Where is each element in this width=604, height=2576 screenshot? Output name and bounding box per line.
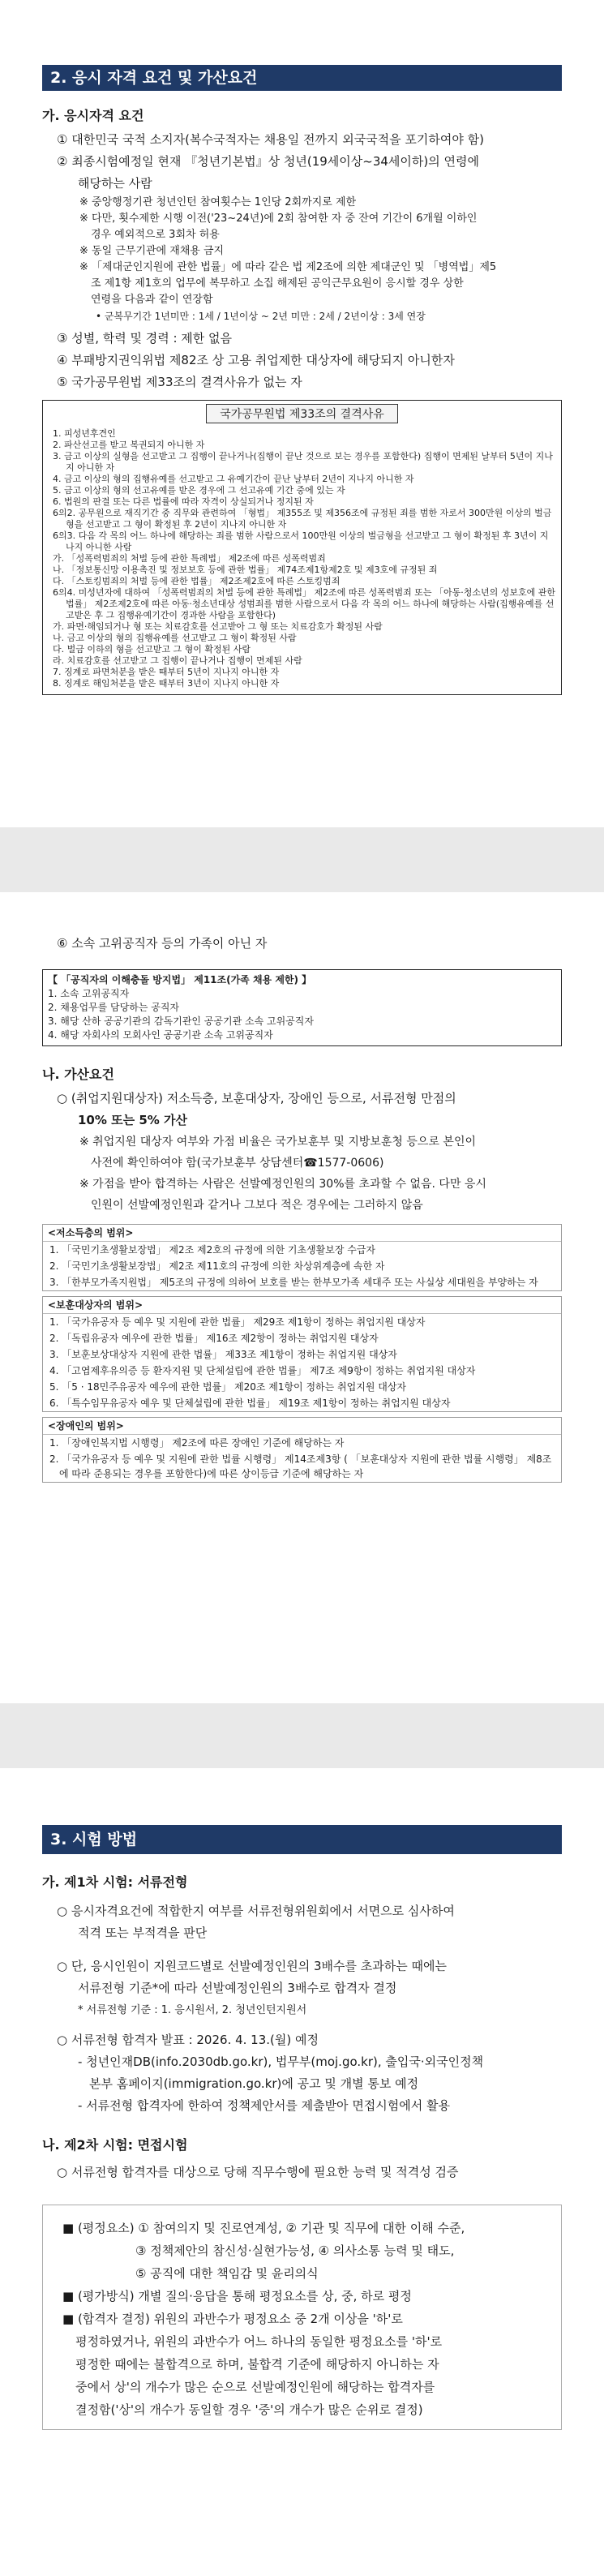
ref-row: 1. 「국가유공자 등 예우 및 지원에 관한 법률」 제29조 제1항이 정하는 취업지원 대상자 — [49, 1316, 426, 1328]
note-4-detail: • 군복무기간 1년미만 : 1세 / 1년이상 ~ 2년 미만 : 2세 / 2년이상 : 3세 연장 — [96, 311, 426, 322]
disqualification-row: 8. 징계로 해임처분을 받은 때부터 3년이 지나지 아니한 자 — [53, 678, 280, 689]
subsection-a-heading: 가. 응시자격 요건 — [42, 108, 144, 123]
veteran-heading: <보훈대상자의 범위> — [43, 1297, 561, 1314]
family-box-title: 【 「공직자의 이해충돌 방지법」 제11조(가족 채용 제한) 】 — [48, 974, 312, 985]
exam-1-line: ○ 단, 응시인원이 지원코드별로 선발예정인원의 3배수를 초과하는 때에는 — [57, 1959, 447, 1973]
low-income-heading: <저소득층의 범위> — [43, 1225, 561, 1242]
ref-row: 1. 「국민기초생활보장법」 제2조 제2호의 규정에 의한 기초생활보장 수급자 — [49, 1244, 375, 1256]
disqualification-row: 가. 「성폭력범죄의 처벌 등에 관한 특례법」 제2조에 따른 성폭력범죄 — [53, 553, 326, 564]
ref-row: 2. 「국가유공자 등 예우 및 지원에 관한 법률 시행령」 제14조제3항 ( 「보훈대상자 지원에 관한 법률 시행령」 제8조에 따라 준용되는 경우를 포함한다)에 따른 상이등급 기준에 해당하는 자 — [49, 1453, 552, 1479]
item-3: ③ 성별, 학력 및 경력 : 제한 없음 — [57, 331, 233, 346]
disqualification-row: 6의3. 다음 각 목의 어느 하나에 해당하는 죄를 범한 사람으로서 100만원 이상의 벌금형을 선고받고 그 형이 확정된 후 3년이 지나지 아니한 사람 — [53, 530, 549, 552]
ref-row: 5. 「5 · 18민주유공자 예우에 관한 법률」 제20조 제1항이 정하는 취업지원 대상자 — [49, 1381, 407, 1393]
disqualification-row: 6의4. 미성년자에 대하여 「성폭력범죄의 처벌 등에 관한 특례법」 제2조에 따른 성폭력범죄 또는 「아동·청소년의 성보호에 관한 법률」 제2조제2호에 따른 아동·청소년대상 성범죄를 범한 사람으로서 다음 각 목의 어느 하나에 해당하는 사람(집행유예를 선고받은 후 그 집행유예기간이 경과한 사람을 포함한다) — [53, 587, 555, 620]
exam-2-line: ○ 서류전형 합격자를 대상으로 당해 직무수행에 필요한 능력 및 적격성 검증 — [57, 2165, 459, 2179]
family-restriction-box — [42, 969, 562, 1046]
criteria-line: ■ (합격자 결정) 위원의 과반수가 평정요소 중 2개 이상을 '하'로 — [62, 2312, 403, 2326]
ref-row: 6. 「특수임무유공자 예우 및 단체설립에 관한 법률」 제19조 제1항이 정하는 취업지원 대상자 — [49, 1397, 451, 1409]
ref-row: 3. 「한부모가족지원법」 제5조의 규정에 의하여 보호를 받는 한부모가족 세대주 또는 사실상 세대원을 부양하는 자 — [49, 1277, 538, 1288]
disqualification-row: 나. 금고 이상의 형의 집행유예를 선고받고 그 형이 확정된 사람 — [53, 633, 297, 643]
bonus-line-2: 10% 또는 5% 가산 — [78, 1113, 187, 1127]
exam-1-line: - 청년인재DB(info.2030db.go.kr), 법무부(moj.go.kr), 출입국·외국인정책 — [78, 2054, 484, 2069]
ref-row: 1. 「장애인복지법 시행령」 제2조에 따른 장애인 기준에 해당하는 자 — [49, 1437, 345, 1449]
criteria-line: ③ 정책제안의 참신성·실현가능성, ④ 의사소통 능력 및 태도, — [135, 2243, 455, 2258]
veteran-ref-box — [42, 1296, 562, 1412]
criteria-line: ⑤ 공직에 대한 책임감 및 윤리의식 — [135, 2266, 319, 2281]
exam-1-line: - 서류전형 합격자에 한하여 정책제안서를 제출받아 면접시험에서 활용 — [78, 2098, 451, 2113]
exam-2-heading: 나. 제2차 시험: 면접시험 — [42, 2137, 188, 2153]
ref-row: 2. 「국민기초생활보장법」 제2조 제11호의 규정에 의한 차상위계층에 속한 자 — [49, 1260, 385, 1272]
interview-criteria-box — [42, 2205, 562, 2430]
bonus-note-1: ※ 취업지원 대상자 여부와 가점 비율은 국가보훈부 및 지방보훈청 등으로 본인이 — [79, 1136, 476, 1148]
criteria-line: ■ (평가방식) 개별 질의·응답을 통해 평정요소를 상, 중, 하로 평정 — [62, 2289, 412, 2303]
subsection-b-heading: 나. 가산요건 — [42, 1067, 114, 1082]
exam-1-line: ○ 서류전형 합격자 발표 : 2026. 4. 13.(월) 예정 — [57, 2033, 319, 2047]
note-4: ※ 「제대군인지원에 관한 법률」에 따라 같은 법 제2조에 의한 제대군인 및 「병역법」제5 — [79, 261, 497, 273]
note-1: ※ 중앙행정기관 청년인턴 참여횟수는 1인당 2회까지로 제한 — [79, 196, 357, 208]
ref-row: 2. 「독립유공자 예우에 관한 법률」 제16조 제2항이 정하는 취업지원 대상자 — [49, 1333, 379, 1344]
note-4-cont: 조 제1항 제1호의 업무에 복무하고 소집 해제된 공익근무요원이 응시할 경우 상한 — [91, 277, 464, 290]
disqualification-row: 5. 금고 이상의 형의 선고유예를 받은 경우에 그 선고유예 기간 중에 있는 자 — [53, 485, 345, 496]
disqualification-row: 1. 피성년후견인 — [53, 428, 116, 439]
family-row: 1. 소속 고위공직자 — [48, 988, 130, 999]
disqualification-row: 3. 금고 이상의 실형을 선고받고 그 집행이 끝나거나(집행이 끝난 것으로 보는 경우를 포함한다) 집행이 면제된 날부터 5년이 지나지 아니한 자 — [53, 451, 553, 473]
note-3: ※ 동일 근무기관에 재채용 금지 — [79, 245, 225, 257]
page-1 — [0, 0, 604, 827]
criteria-line: 중에서 상'의 개수가 많은 순으로 선발예정인원에 해당하는 합격자를 — [75, 2380, 435, 2394]
disqualification-row: 다. 「스토킹범죄의 처벌 등에 관한 법률」 제2조제2호에 따른 스토킹범죄 — [53, 576, 341, 586]
family-row: 2. 채용업무를 담당하는 공직자 — [48, 1002, 179, 1013]
disqualification-row: 2. 파산선고를 받고 복권되지 아니한 자 — [53, 440, 205, 450]
note-2-cont: 경우 예외적으로 3회차 허용 — [91, 229, 220, 241]
ref-row: 3. 「보훈보상대상자 지원에 관한 법률」 제33조 제1항이 정하는 취업지원 대상자 — [49, 1349, 397, 1360]
exam-1-line: 적격 또는 부적격을 판단 — [78, 1926, 208, 1940]
bonus-note-2-cont: 인원이 선발예정인원과 같거나 그보다 적은 경우에는 그러하지 않음 — [91, 1199, 423, 1212]
disqualification-row: 다. 벌금 이하의 형을 선고받고 그 형이 확정된 사람 — [53, 644, 251, 655]
criteria-line: 평정하였거나, 위원의 과반수가 어느 하나의 동일한 평정요소를 '하'로 — [75, 2334, 443, 2349]
section-2-banner: 2. 응시 자격 요건 및 가산요건 — [42, 65, 562, 91]
note-2: ※ 다만, 횟수제한 시행 이전('23~24년)에 2회 참여한 자 중 잔여 기간이 6개월 이하인 — [79, 213, 478, 225]
disqualification-row: 6의2. 공무원으로 재직기간 중 직무와 관련하여 「형법」 제355조 및 제356조에 규정된 죄를 범한 자로서 300만원 이상의 벌금형을 선고받고 그 형이 확정된 후 2년이 지나지 아니한 자 — [53, 508, 552, 530]
section-3-banner: 3. 시험 방법 — [42, 1825, 562, 1854]
criteria-line: 평정한 때에는 불합격으로 하며, 불합격 기준에 해당하지 아니하는 자 — [75, 2357, 439, 2372]
item-2: ② 최종시험예정일 현재 『청년기본법』상 청년(19세이상~34세이하)의 연령에 — [57, 154, 479, 169]
item-6: ⑥ 소속 고위공직자 등의 가족이 아닌 자 — [57, 936, 268, 951]
item-4: ④ 부패방지권익위법 제82조 상 고용 취업제한 대상자에 해당되지 아니한자 — [57, 353, 455, 367]
disqualification-row: 라. 치료감호를 선고받고 그 집행이 끝나거나 집행이 면제된 사람 — [53, 655, 302, 666]
exam-1-line: * 서류전형 기준 : 1. 응시원서, 2. 청년인턴지원서 — [78, 2004, 307, 2016]
criteria-line: 결정함('상'의 개수가 동일할 경우 '중'의 개수가 많은 순위로 결정) — [75, 2402, 423, 2417]
item-1: ① 대한민국 국적 소지자(복수국적자는 채용일 전까지 외국국적을 포기하여야 함) — [57, 132, 484, 147]
disqualification-row: 나. 「정보통신망 이용촉진 및 정보보호 등에 관한 법률」 제74조제1항제2호 및 제3호에 규정된 죄 — [53, 565, 438, 575]
page-2 — [0, 892, 604, 1703]
exam-1-line: 서류전형 기준*에 따라 선발예정인원의 3배수로 합격자 결정 — [78, 1981, 397, 1995]
disqualification-row: 6. 법원의 판결 또는 다른 법률에 따라 자격이 상실되거나 정지된 자 — [53, 496, 314, 507]
family-row: 3. 해당 산하 공공기관의 감독기관인 공공기관 소속 고위공직자 — [48, 1015, 314, 1027]
note-4-cont2: 연령을 다음과 같이 연장함 — [91, 294, 213, 306]
page-3 — [0, 1768, 604, 2576]
criteria-line: ■ (평정요소) ① 참여의지 및 진로연계성, ② 기관 및 직무에 대한 이해 수준, — [62, 2221, 465, 2235]
disqualification-row: 4. 금고 이상의 형의 집행유예를 선고받고 그 유예기간이 끝난 날부터 2년이 지나지 아니한 자 — [53, 474, 414, 484]
item-2-cont: 해당하는 사람 — [78, 176, 152, 191]
exam-1-heading: 가. 제1차 시험: 서류전형 — [42, 1874, 188, 1890]
disability-heading: <장애인의 범위> — [43, 1418, 561, 1435]
item-5: ⑤ 국가공무원법 제33조의 결격사유가 없는 자 — [57, 375, 302, 389]
low-income-ref-box — [42, 1224, 562, 1291]
family-row: 4. 해당 자회사의 모회사인 공공기관 소속 고위공직자 — [48, 1029, 273, 1041]
disqualification-title: 국가공무원법 제33조의 결격사유 — [48, 404, 556, 423]
bonus-note-1-cont: 사전에 확인하여야 함(국가보훈부 상담센터☎1577-0606) — [91, 1157, 384, 1170]
disqualification-row: 가. 파면·해임되거나 형 또는 치료감호를 선고받아 그 형 또는 치료감호가 확정된 사람 — [53, 621, 383, 632]
bonus-note-2: ※ 가점을 받아 합격하는 사람은 선발예정인원의 30%를 초과할 수 없음. 다만 응시 — [79, 1178, 486, 1191]
exam-1-line: ○ 응시자격요건에 적합한지 여부를 서류전형위원회에서 서면으로 심사하여 — [57, 1904, 455, 1918]
disqualification-list — [48, 428, 556, 689]
disqualification-box — [42, 400, 562, 695]
disqualification-row: 7. 징계로 파면처분을 받은 때부터 5년이 지나지 아니한 자 — [53, 667, 280, 677]
ref-row: 4. 「고엽제후유의증 등 환자지원 및 단체설립에 관한 법률」 제7조 제9항이 정하는 취업지원 대상자 — [49, 1365, 476, 1376]
disability-ref-box — [42, 1417, 562, 1483]
exam-1-line: 본부 홈페이지(immigration.go.kr)에 공고 및 개별 통보 예정 — [89, 2076, 419, 2091]
bonus-line-1: ○ (취업지원대상자) 저소득층, 보훈대상자, 장애인 등으로, 서류전형 만점의 — [57, 1091, 456, 1106]
